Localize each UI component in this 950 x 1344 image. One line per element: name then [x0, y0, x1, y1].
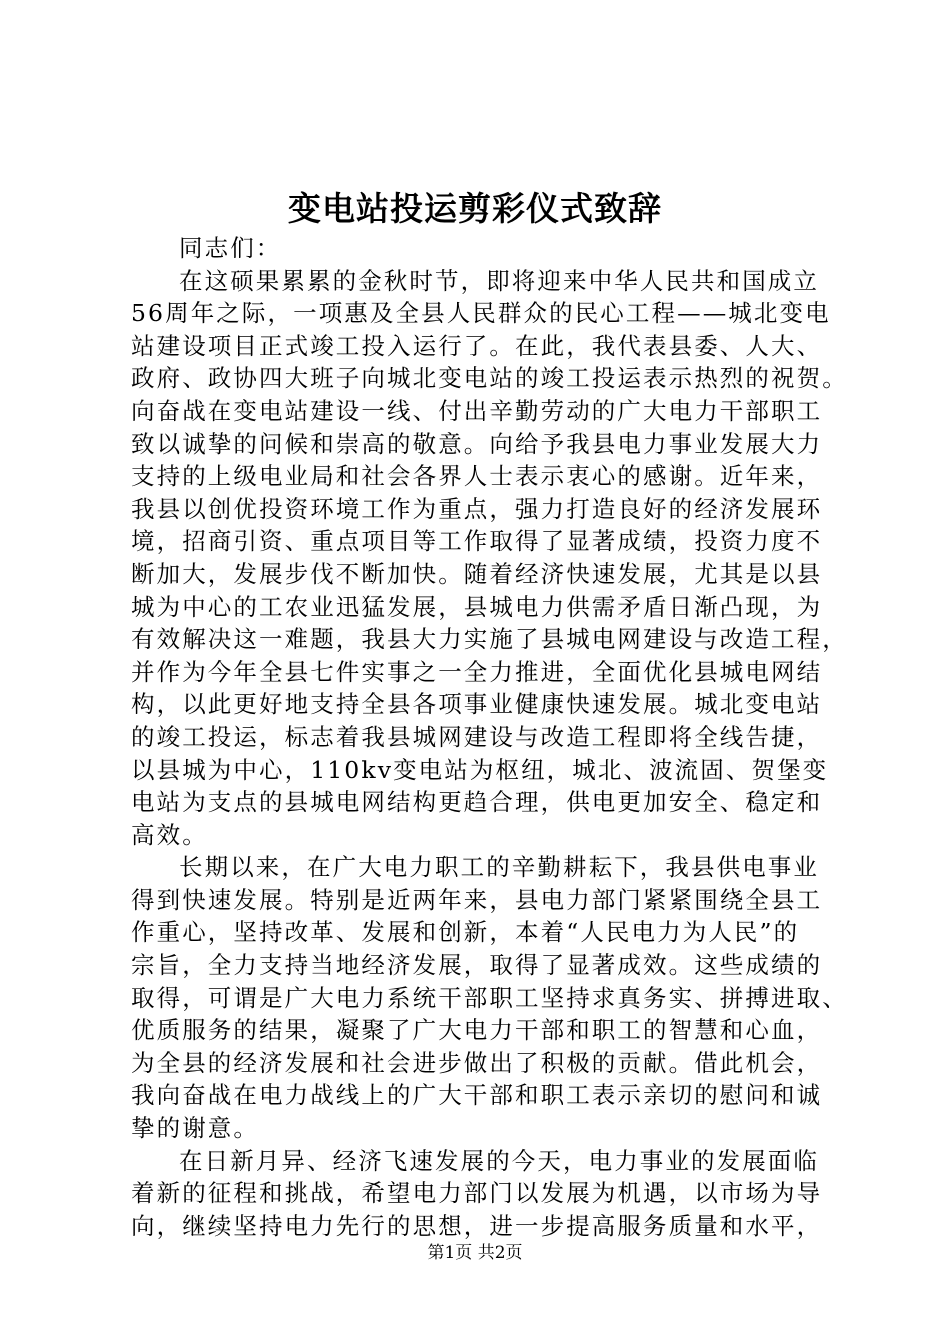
text-line: 政府、政协四大班子向城北变电站的竣工投运表示热烈的祝贺。 [131, 364, 848, 393]
text-line: 构，以此更好地支持全县各项事业健康快速发展。城北变电站 [131, 690, 823, 719]
text-line: 向奋战在变电站建设一线、付出辛勤劳动的广大电力干部职工 [131, 396, 823, 425]
text-line: 得到快速发展。特别是近两年来，县电力部门紧紧围绕全县工 [131, 885, 823, 914]
text-line: 在这硕果累累的金秋时节，即将迎来中华人民共和国成立 [179, 266, 819, 295]
text-line: 取得，可谓是广大电力系统干部职工坚持求真务实、拼搏进取、 [131, 983, 848, 1012]
text-line: 优质服务的结果，凝聚了广大电力干部和职工的智慧和心血， [131, 1016, 823, 1045]
text-line: 同志们： [179, 234, 282, 262]
text-line: 高效。 [131, 820, 208, 849]
text-line: 为全县的经济发展和社会进步做出了积极的贡献。借此机会， [131, 1048, 823, 1077]
text-line: 56周年之际，一项惠及全县人民群众的民心工程——城北变电 [131, 299, 831, 328]
page-footer: 第1页 共2页 [427, 1243, 523, 1263]
text-line: 电站为支点的县城电网结构更趋合理，供电更加安全、稳定和 [131, 788, 823, 817]
text-line: 向，继续坚持电力先行的思想，进一步提高服务质量和水平， [131, 1211, 823, 1240]
text-line: 境，招商引资、重点项目等工作取得了显著成绩，投资力度不 [131, 527, 823, 556]
text-line: 在日新月异、经济飞速发展的今天，电力事业的发展面临 [179, 1146, 819, 1175]
text-line: 宗旨，全力支持当地经济发展，取得了显著成效。这些成绩的 [131, 951, 823, 980]
text-line: 站建设项目正式竣工投入运行了。在此，我代表县委、人大、 [131, 331, 823, 360]
document-title: 变电站投运剪彩仪式致辞 [288, 189, 662, 228]
text-line: 我向奋战在电力战线上的广大干部和职工表示亲切的慰问和诚 [131, 1081, 823, 1110]
text-line: 我县以创优投资环境工作为重点，强力打造良好的经济发展环 [131, 494, 823, 523]
text-line: 城为中心的工农业迅猛发展，县城电力供需矛盾日渐凸现，为 [131, 592, 823, 621]
text-line: 支持的上级电业局和社会各界人士表示衷心的感谢。近年来， [131, 462, 823, 491]
document-body [131, 232, 848, 1242]
text-line: 以县城为中心，110kv变电站为枢纽，城北、波流固、贺堡变 [131, 755, 829, 784]
text-line: 的竣工投运，标志着我县城网建设与改造工程即将全线告捷， [131, 722, 823, 751]
text-line: 作重心，坚持改革、发展和创新，本着“人民电力为人民”的 [131, 918, 800, 947]
text-line: 断加大，发展步伐不断加快。随着经济快速发展，尤其是以县 [131, 559, 823, 588]
text-line: 有效解决这一难题，我县大力实施了县城电网建设与改造工程， [131, 625, 848, 654]
text-line: 长期以来，在广大电力职工的辛勤耕耘下，我县供电事业 [179, 853, 819, 882]
text-line: 并作为今年全县七件实事之一全力推进，全面优化县城电网结 [131, 657, 823, 686]
text-line: 致以诚挚的问候和崇高的敬意。向给予我县电力事业发展大力 [131, 429, 823, 458]
text-line: 着新的征程和挑战，希望电力部门以发展为机遇，以市场为导 [131, 1179, 823, 1208]
text-line: 挚的谢意。 [131, 1114, 259, 1143]
